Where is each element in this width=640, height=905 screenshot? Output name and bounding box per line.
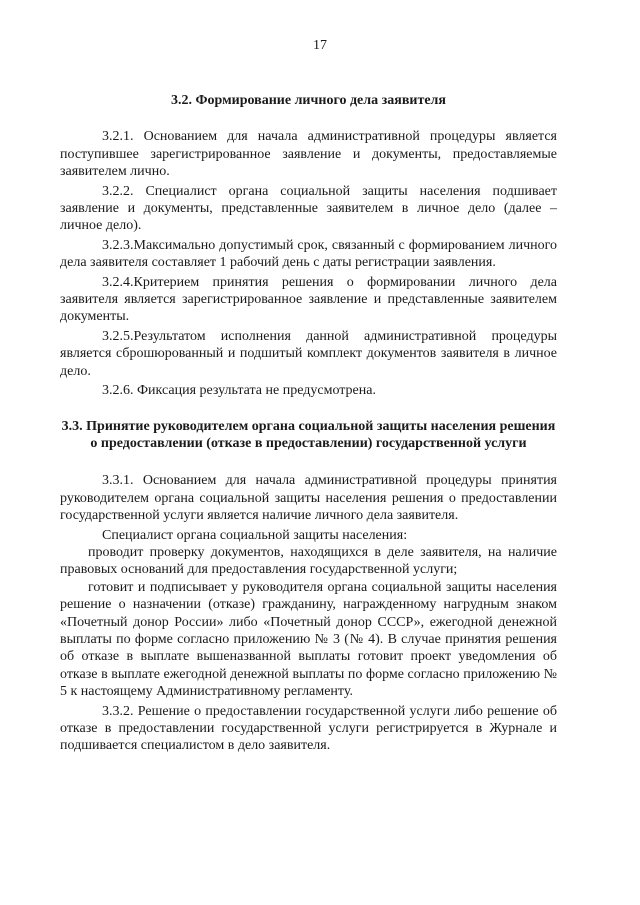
paragraph-3-2-1: 3.2.1. Основанием для начала административной процедуры является поступившее зарегистрированное заявление и документы, предоставляемые заявителем лично. [60,129,557,180]
paragraph-3-2-2: 3.2.2. Специалист органа социальной защиты населения подшивает заявление и документы, представленные заявителем в личное дело (далее – личное дело). [60,183,557,234]
paragraph-prepare-decision: готовит и подписывает у руководителя органа социальной защиты населения решение о назначении (отказе) гражданину, награжденному нагрудным знаком «Почетный донор России» либо «Почетный донор СССР», ежегодной денежной выплаты по форме согласно приложению № 3 (№ 4). В случае принятия решения об отказе в выплате вышеназванной выплаты готовит проект уведомления об отказе в выплате ежегодной денежной выплаты по форме согласно приложению № 5 к настоящему Административному регламенту. [60,579,557,700]
paragraph-3-2-3: 3.2.3.Максимально допустимый срок, связанный с формированием личного дела заявителя составляет 1 рабочий день с даты регистрации заявления. [60,237,557,271]
paragraph-3-3-1: 3.3.1. Основанием для начала административной процедуры принятия руководителем органа социальной защиты населения решения о предоставлении государственной услуги является наличие личного дела заявителя. [60,473,557,524]
paragraph-3-2-5: 3.2.5.Результатом исполнения данной административной процедуры является сброшюрованный и подшитый комплект документов заявителя в личное дело. [60,328,557,379]
paragraph-3-3-2: 3.3.2. Решение о предоставлении государственной услуги либо решение об отказе в предоставлении государственной услуги регистрируется в Журнале и подшивается специалистом в дело заявителя. [60,703,557,754]
section-3-3-title: 3.3. Принятие руководителем органа социальной защиты населения решения о предоставлении (отказе в предоставлении) государственной услуги [61,418,556,451]
section-3-2-title: 3.2. Формирование личного дела заявителя [171,93,446,108]
paragraph-check-documents: проводит проверку документов, находящихся в деле заявителя, на наличие правовых оснований для предоставления государственной услуги; [60,544,557,578]
paragraph-3-2-4: 3.2.4.Критерием принятия решения о формировании личного дела заявителя является зарегистрированное заявление и представленные заявителем документы. [60,274,557,325]
paragraph-specialist-intro: Специалист органа социальной защиты населения: [102,527,408,543]
document-body [60,92,557,755]
paragraph-3-2-6: 3.2.6. Фиксация результата не предусмотрена. [102,383,376,399]
page-number: 17 [313,38,327,53]
